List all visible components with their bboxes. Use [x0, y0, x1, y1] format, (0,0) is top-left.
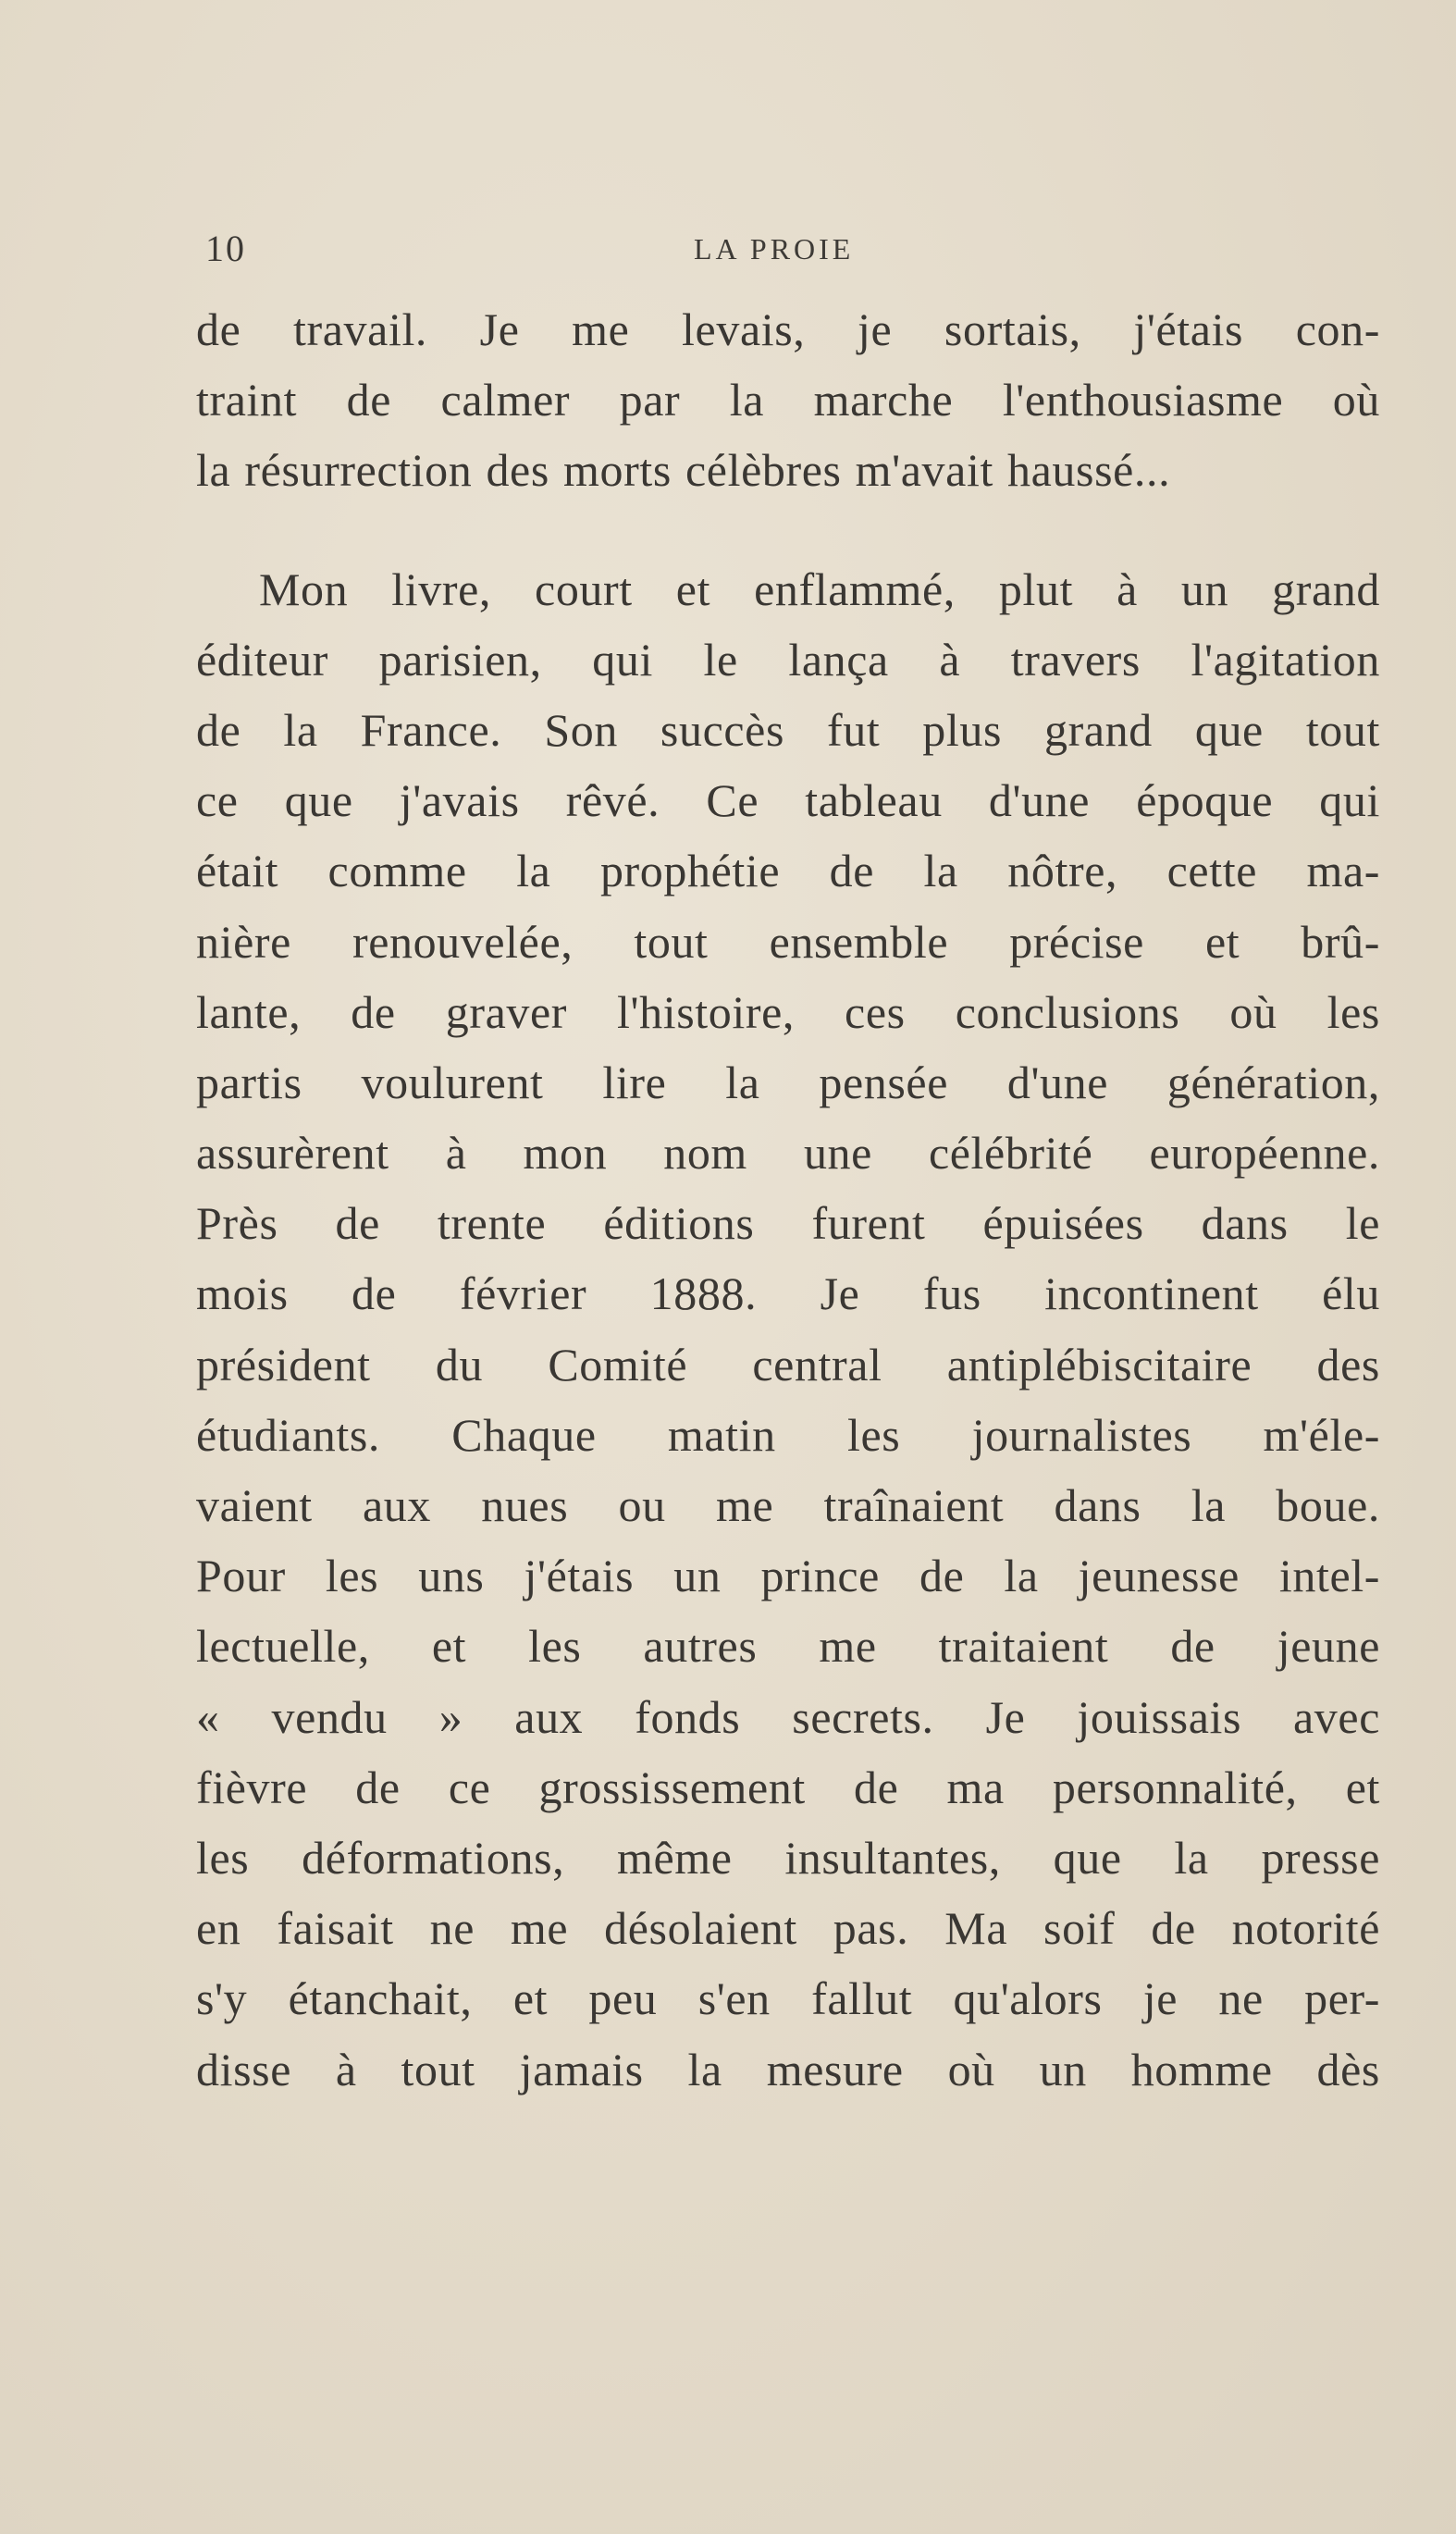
text-line: éditeur parisien, qui le lança à travers l'agitation [196, 633, 1380, 686]
text-line: ce que j'avais rêvé. Ce tableau d'une époque qui [196, 774, 1380, 827]
running-head: LA PROIE [694, 232, 855, 266]
text-line: disse à tout jamais la mesure où un homme dès [196, 2043, 1380, 2095]
text-line: Près de trente éditions furent épuisées dans le [196, 1197, 1380, 1250]
text-line: président du Comité central antiplébiscitaire des [196, 1338, 1380, 1391]
text-line: les déformations, même insultantes, que la presse [196, 1831, 1380, 1884]
text-line: mois de février 1888. Je fus incontinent élu [196, 1267, 1380, 1320]
text-line: nière renouvelée, tout ensemble précise et brû- [196, 915, 1380, 968]
text-line: Pour les uns j'étais un prince de la jeunesse intel- [196, 1550, 1380, 1602]
text-line: partis voulurent lire la pensée d'une génération, [196, 1056, 1380, 1108]
text-line: Mon livre, court et enflammé, plut à un grand [259, 562, 1380, 615]
body-text [196, 294, 1380, 2105]
text-line: fièvre de ce grossissement de ma personnalité, et [196, 1761, 1380, 1813]
text-line: de la France. Son succès fut plus grand que tout [196, 703, 1380, 756]
text-line: en faisait ne me désolaient pas. Ma soif de notorité [196, 1902, 1380, 1955]
page-number: 10 [205, 228, 246, 269]
text-line: de travail. Je me levais, je sortais, j'étais con- [196, 303, 1380, 355]
text-line: lante, de graver l'histoire, ces conclusions où les [196, 985, 1380, 1038]
text-line: traint de calmer par la marche l'enthousiasme où [196, 374, 1380, 426]
paragraph-break [196, 506, 1380, 554]
text-line: s'y étanchait, et peu s'en fallut qu'alors je ne per- [196, 1972, 1380, 2025]
text-line: vaient aux nues ou me traînaient dans la boue. [196, 1479, 1380, 1531]
text-line: était comme la prophétie de la nôtre, cette ma- [196, 845, 1380, 897]
text-line: « vendu » aux fonds secrets. Je jouissais avec [196, 1690, 1380, 1743]
text-line: la résurrection des morts célèbres m'avait haussé... [196, 444, 1171, 497]
text-line: assurèrent à mon nom une célébrité européenne. [196, 1127, 1380, 1180]
text-line: étudiants. Chaque matin les journalistes m'éle- [196, 1408, 1380, 1461]
text-line: lectuelle, et les autres me traitaient de jeune [196, 1620, 1380, 1673]
page-header [205, 227, 1376, 273]
